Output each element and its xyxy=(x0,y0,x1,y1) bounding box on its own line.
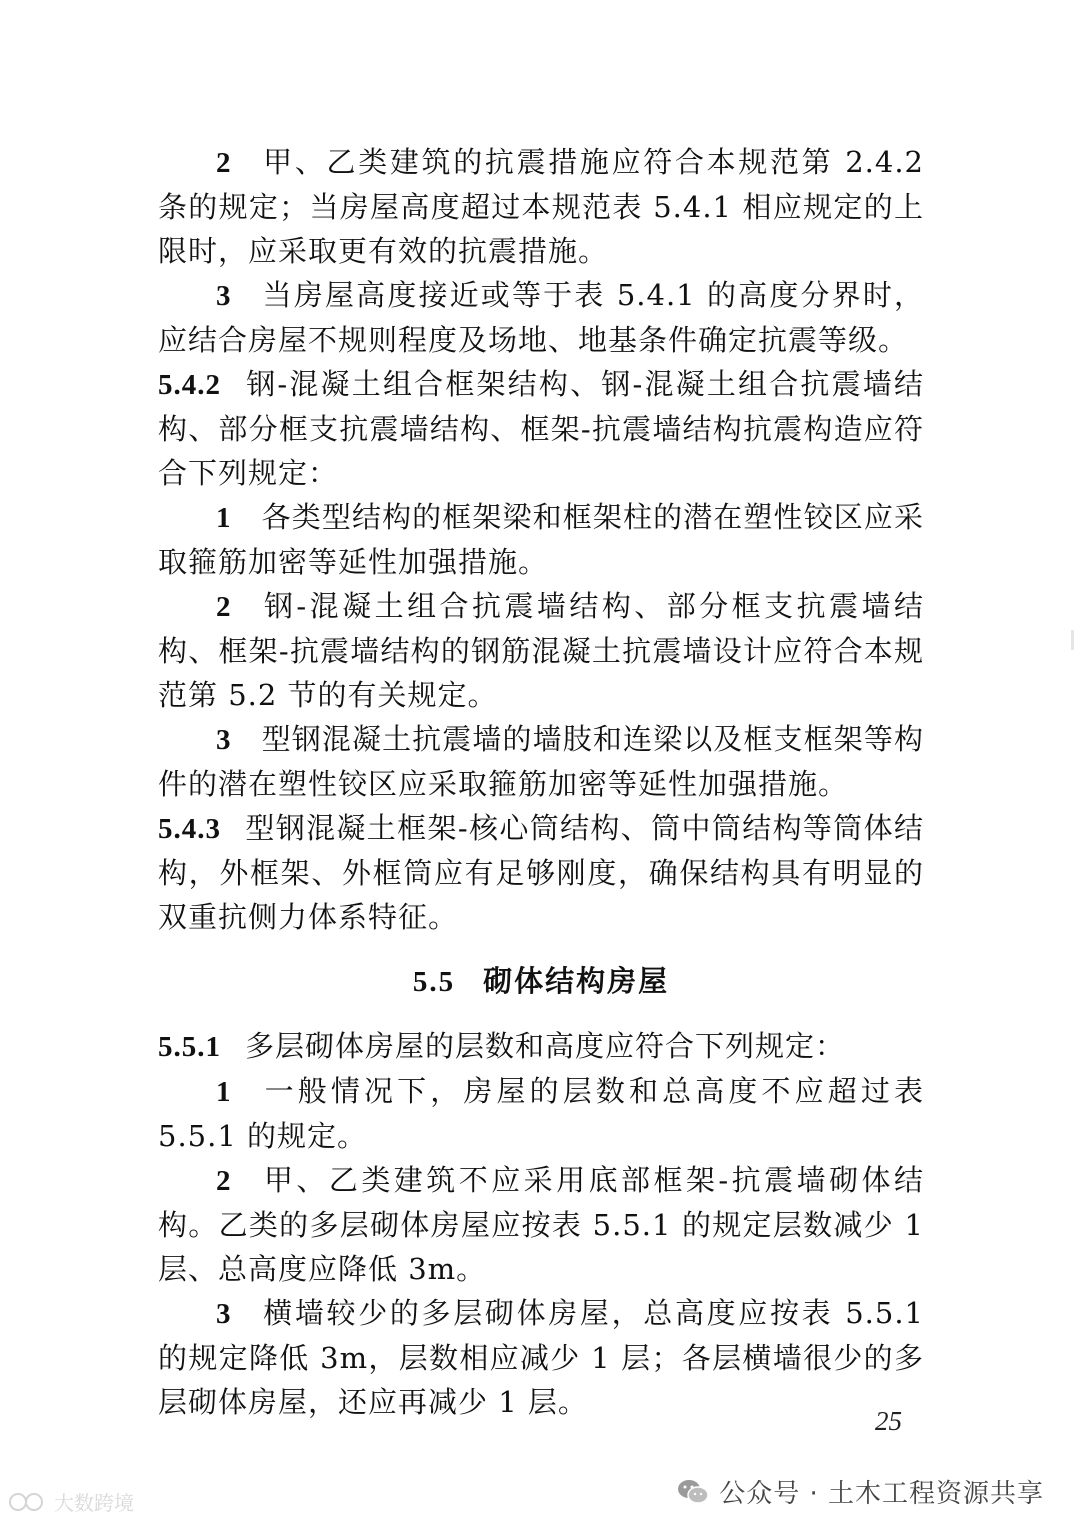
item-number: 1 xyxy=(216,1076,232,1108)
paragraph-item-3 xyxy=(158,273,924,362)
clause-text: 型钢混凝土框架-核心筒结构、筒中筒结构等筒体结构，外框架、外框筒应有足够刚度，确保结构具有明显的双重抗侧力体系特征。 xyxy=(158,811,924,934)
corner-watermark-text: 大数跨境 xyxy=(54,1491,134,1515)
clause-5-5-1-item-1 xyxy=(158,1069,924,1158)
item-number: 3 xyxy=(216,1298,232,1330)
clause-5-5-1-item-3 xyxy=(158,1291,924,1424)
clause-5-4-2-item-2 xyxy=(158,584,924,717)
clause-5-4-2-item-1 xyxy=(158,495,924,584)
clause-5-4-2-item-3 xyxy=(158,717,924,806)
item-number: 2 xyxy=(216,1165,232,1197)
item-number: 2 xyxy=(216,591,232,623)
item-text: 横墙较少的多层砌体房屋，总高度应按表 5.5.1 的规定降低 3m，层数相应减少 1 层；各层横墙很少的多层砌体房屋，还应再减少 1 层。 xyxy=(158,1296,924,1419)
clause-number: 5.5.1 xyxy=(158,1031,221,1063)
item-number: 3 xyxy=(216,280,232,312)
clause-5-5-1-item-2 xyxy=(158,1158,924,1291)
footer-watermark xyxy=(677,1473,1044,1510)
item-text: 甲、乙类建筑不应采用底部框架-抗震墙砌体结构。乙类的多层砌体房屋应按表 5.5.1 的规定层数减少 1 层、总高度应降低 3m。 xyxy=(158,1163,924,1286)
paragraph-item-2 xyxy=(158,140,924,273)
scan-artifact xyxy=(1071,630,1074,650)
item-text: 甲、乙类建筑的抗震措施应符合本规范第 2.4.2 条的规定；当房屋高度超过本规范表 5.4.1 相应规定的上限时，应采取更有效的抗震措施。 xyxy=(158,145,924,268)
item-text: 各类型结构的框架梁和框架柱的潜在塑性铰区应采取箍筋加密等延性加强措施。 xyxy=(158,500,924,579)
brand-logo-icon xyxy=(8,1491,48,1513)
clause-number: 5.4.3 xyxy=(158,813,221,845)
item-number: 1 xyxy=(216,502,232,534)
item-text: 当房屋高度接近或等于表 5.4.1 的高度分界时，应结合房屋不规则程度及场地、地基条件确定抗震等级。 xyxy=(158,278,924,357)
corner-watermark xyxy=(8,1487,134,1516)
section-heading-5-5 xyxy=(158,959,924,1004)
clause-5-4-3 xyxy=(158,806,924,939)
item-number: 3 xyxy=(216,724,232,756)
page-content xyxy=(158,140,924,1424)
clause-5-4-2 xyxy=(158,362,924,495)
clause-number: 5.4.2 xyxy=(158,369,221,401)
section-title: 砌体结构房屋 xyxy=(483,964,670,998)
wechat-icon xyxy=(677,1479,709,1505)
item-text: 钢-混凝土组合抗震墙结构、部分框支抗震墙结构、框架-抗震墙结构的钢筋混凝土抗震墙设计应符合本规范第 5.2 节的有关规定。 xyxy=(158,589,924,712)
page-number: 25 xyxy=(875,1406,902,1436)
item-number: 2 xyxy=(216,147,232,179)
clause-text: 多层砌体房屋的层数和高度应符合下列规定： xyxy=(245,1029,846,1063)
section-number: 5.5 xyxy=(412,966,456,998)
clause-5-5-1 xyxy=(158,1024,924,1069)
clause-text: 钢-混凝土组合框架结构、钢-混凝土组合抗震墙结构、部分框支抗震墙结构、框架-抗震墙结构抗震构造应符合下列规定： xyxy=(158,367,924,490)
item-text: 型钢混凝土抗震墙的墙肢和连梁以及框支框架等构件的潜在塑性铰区应采取箍筋加密等延性加强措施。 xyxy=(158,722,924,801)
item-text: 一般情况下，房屋的层数和总高度不应超过表 5.5.1 的规定。 xyxy=(158,1074,924,1153)
footer-text: 公众号 · 土木工程资源共享 xyxy=(719,1479,1044,1509)
